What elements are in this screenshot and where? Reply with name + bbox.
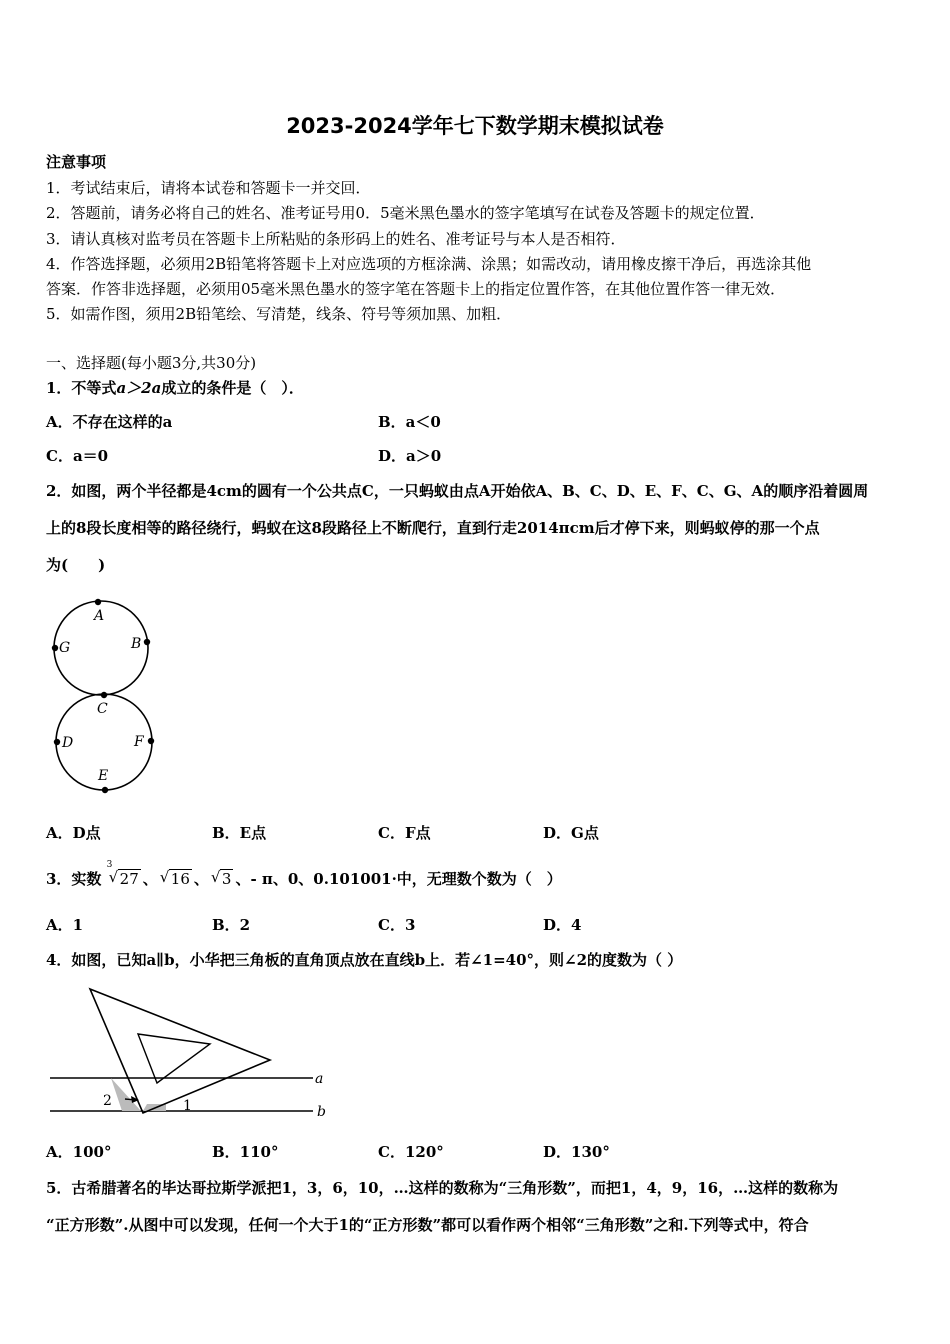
notice-line-2: 2．答题前，请务必将自己的姓名、准考证号用0．5毫米黑色墨水的签字笔填写在试卷及答题卡的规定位置． [46,204,765,222]
question-2-line-2: 上的8段长度相等的路径绕行，蚂蚁在这8段路径上不断爬行，直到行走2014πcm后才停下来，则蚂蚁停的那一个点 [46,519,820,537]
point-f [148,738,154,744]
q4-option-d: D．130° [543,1143,610,1161]
notice-line-1: 1．考试结束后，请将本试卷和答题卡一并交回． [46,179,371,197]
label-line-b: b [317,1104,326,1120]
q1-option-a: A．不存在这样的a [46,413,173,431]
triangle-ruler-figure [45,982,345,1120]
q1-stem-post: 成立的条件是（ ）． [161,379,304,397]
point-g [52,645,58,651]
inner-triangle [138,1034,210,1083]
point-d [54,739,60,745]
label-angle-2: 2 [103,1093,112,1109]
notice-line-3: 3．请认真核对监考员在答题卡上所粘贴的条形码上的姓名、准考证号与本人是否相符． [46,230,626,248]
q1-stem-pre: 1．不等式 [46,379,117,397]
q4-option-b: B．110° [212,1143,279,1161]
sqrt-16: √ 16 [159,868,190,888]
q3-option-c: C．3 [378,916,416,934]
question-5-line-2: “正方形数”.从图中可以发现，任何一个大于1的“正方形数”都可以看作两个相邻“三角形数”之和.下列等式中，符合 [46,1216,809,1234]
label-angle-1: 1 [183,1098,192,1114]
notice-heading: 注意事项 [46,153,107,171]
q1-stem-math: a＞2a [116,379,162,397]
notice-line-5: 答案．作答非选择题，必须用05毫米黑色墨水的签字笔在答题卡上的指定位置作答，在其他位置作答一律无效． [46,280,786,298]
two-circles-figure [40,595,170,800]
q4-option-c: C．120° [378,1143,444,1161]
point-e [102,787,108,793]
question-2-line-3: 为( ) [46,556,106,574]
label-a: A [94,608,105,624]
q2-option-d: D．G点 [543,824,599,842]
label-e: E [98,768,109,784]
point-c [101,692,107,698]
label-g: G [59,640,71,656]
question-5-line-1: 5．古希腊著名的毕达哥拉斯学派把1，3，6，10，…这样的数称为“三角形数”，而把1，4，9，16，…这样的数称为 [46,1179,839,1197]
question-2-line-1: 2．如图，两个半径都是4cm的圆有一个公共点C，一只蚂蚁由点A开始依A、B、C、D、E、F、C、G、A的顺序沿着圆周 [46,482,869,500]
notice-line-4: 4．作答选择题，必须用2B铅笔将答题卡上对应选项的方框涂满、涂黑；如需改动，请用橡皮擦干净后，再选涂其他 [46,255,812,273]
point-a [95,599,101,605]
q3-stem-post: 、- π、0、0.101001·中，无理数个数为（ ） [235,870,562,888]
notice-line-6: 5．如需作图，须用2B铅笔绘、写清楚，线条、符号等须加黑、加粗． [46,305,512,323]
cube-root-27: 3 √ 27 [106,860,139,888]
q2-option-b: B．E点 [212,824,267,842]
question-3-stem: 3．实数 3 √ 27 、 √ 16 、 √ 3 、- π、0、0.101001·中，无理数个数为（ ） [46,860,562,888]
q3-option-d: D．4 [543,916,582,934]
q1-option-b: B．a＜0 [378,413,441,431]
sqrt-3: √ 3 [210,868,232,888]
question-4-stem: 4．如图，已知a∥b，小华把三角板的直角顶点放在直线b上．若∠1=40°，则∠2的度数为（ ） [46,951,683,969]
q3-option-a: A．1 [46,916,84,934]
radical-sign-icon: √ [108,868,119,886]
q4-option-a: A．100° [46,1143,112,1161]
radical-sign-icon: √ [210,868,221,886]
page-title: 2023-2024学年七下数学期末模拟试卷 [286,114,664,138]
q1-option-c: C．a＝0 [46,447,109,465]
point-b [144,639,150,645]
q1-option-d: D．a＞0 [378,447,442,465]
q2-option-a: A．D点 [46,824,101,842]
section-heading: 一、选择题(每小题3分,共30分) [46,354,257,372]
label-b: B [131,636,142,652]
q2-option-c: C．F点 [378,824,431,842]
radical-sign-icon: √ [159,868,170,886]
label-f: F [134,734,144,750]
angle-2-shading [111,1078,141,1111]
label-line-a: a [315,1071,324,1087]
q3-option-b: B．2 [212,916,251,934]
q3-stem-pre: 3．实数 [46,870,102,888]
label-c: C [97,701,108,717]
question-1-stem [46,377,304,398]
label-d: D [62,735,74,751]
